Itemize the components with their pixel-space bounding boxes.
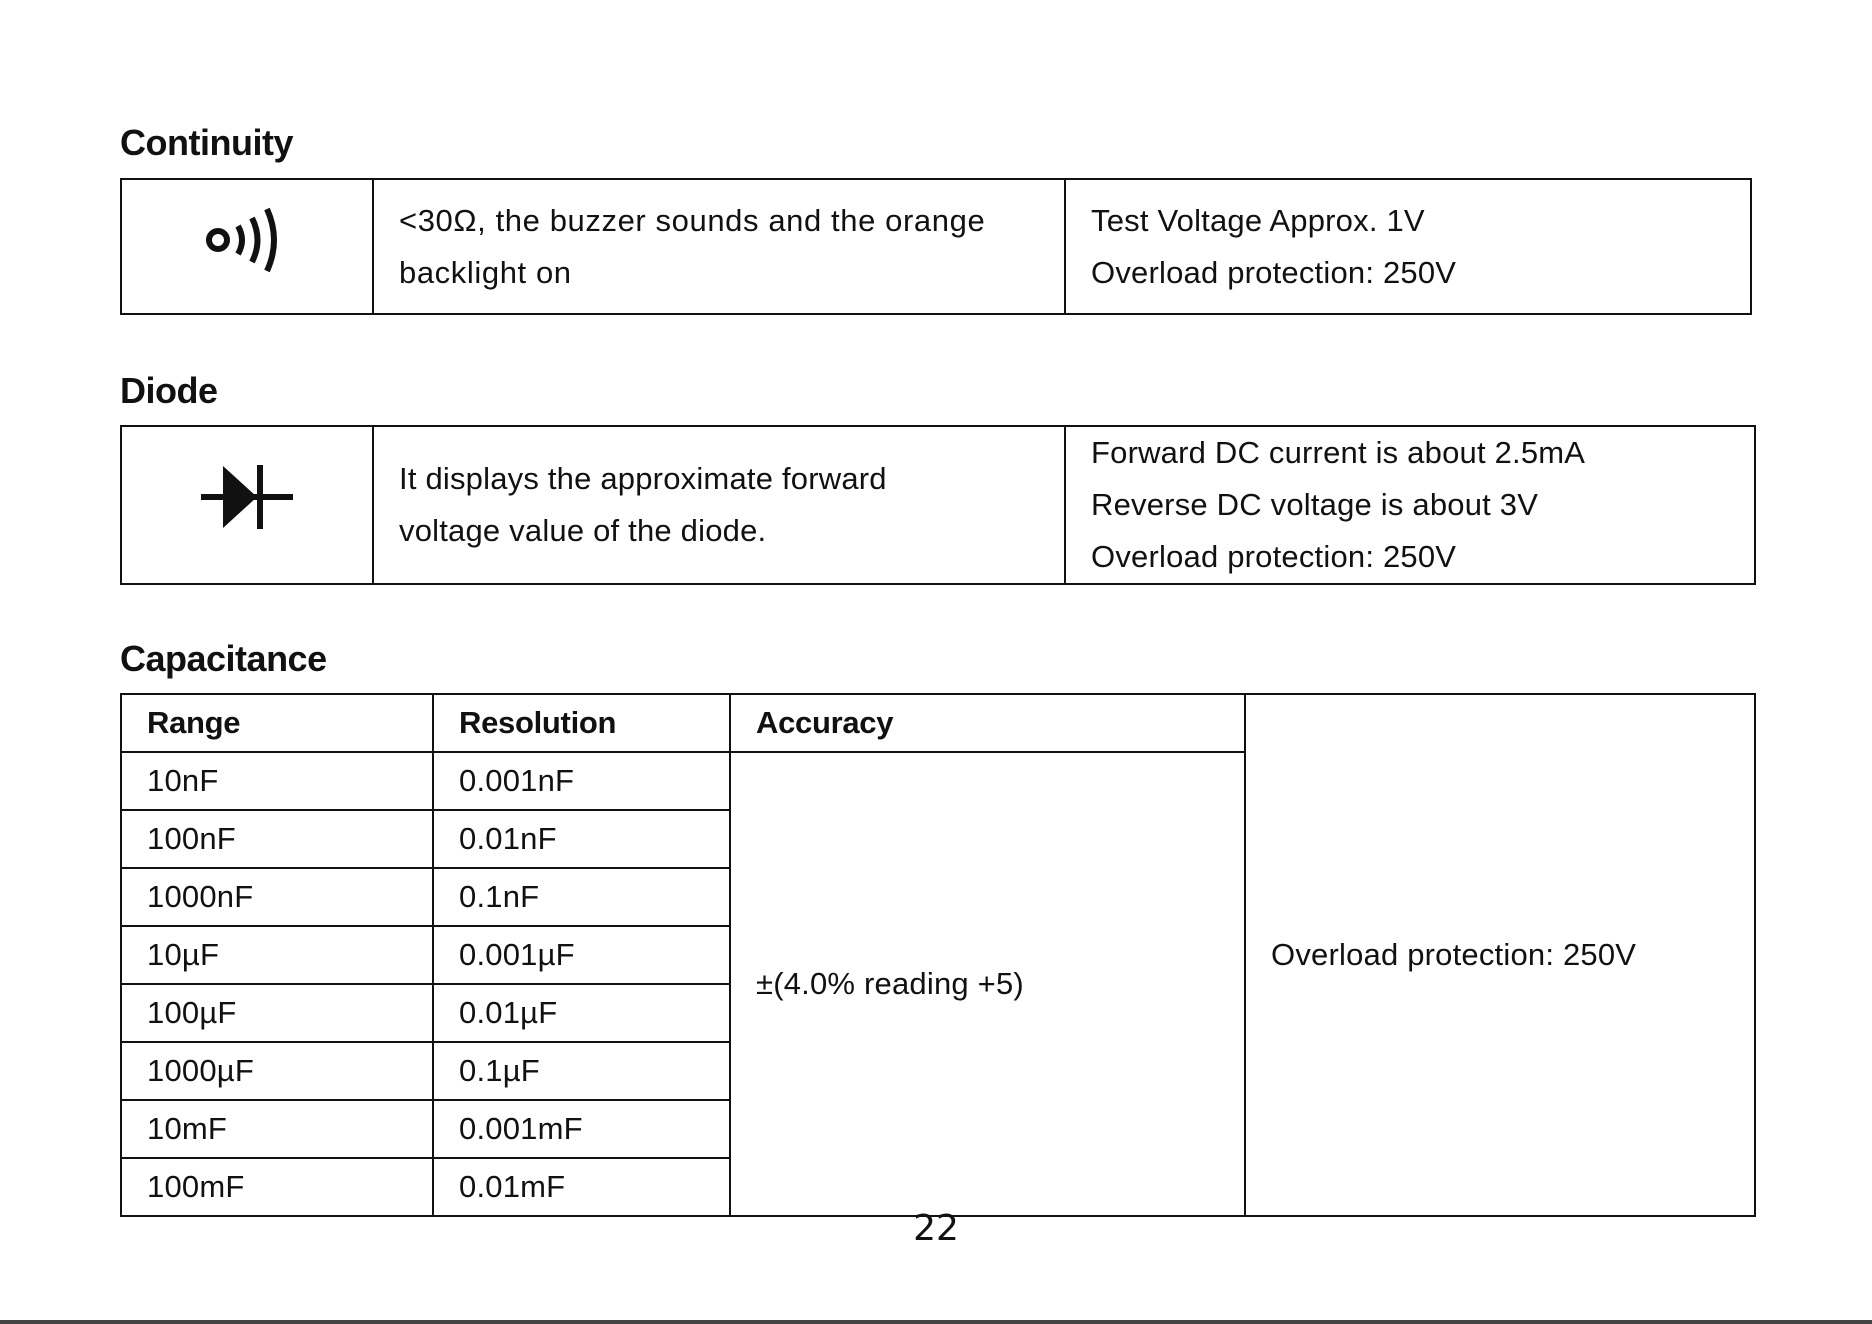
range-cell: 1000nF: [121, 868, 433, 926]
continuity-spec-line: Overload protection: 250V: [1091, 254, 1457, 290]
accuracy-cell: ±(4.0% reading +5): [730, 752, 1245, 1216]
diode-spec-line: Forward DC current is about 2.5mA: [1091, 435, 1586, 470]
diode-specs: [1065, 426, 1755, 584]
continuity-spec-line: Test Voltage Approx. 1V: [1091, 202, 1425, 238]
range-cell: 100nF: [121, 810, 433, 868]
page-number: 22: [913, 1208, 959, 1249]
continuity-description-line: <30Ω, the buzzer sounds and the orange: [399, 202, 986, 238]
capacitance-table: [120, 693, 1756, 1217]
range-cell: 1000µF: [121, 1042, 433, 1100]
page-bottom-divider: [0, 1320, 1872, 1324]
resolution-cell: 0.01nF: [433, 810, 730, 868]
diode-description-line: It displays the approximate forward: [399, 461, 887, 496]
continuity-buzzer-icon: [202, 199, 292, 279]
range-cell: 10mF: [121, 1100, 433, 1158]
range-cell: 10nF: [121, 752, 433, 810]
diode-description-line: voltage value of the diode.: [399, 513, 767, 548]
range-cell: 10µF: [121, 926, 433, 984]
continuity-table: [120, 178, 1752, 315]
diode-heading: Diode: [120, 370, 218, 411]
resolution-cell: 0.01µF: [433, 984, 730, 1042]
resolution-cell: 0.01mF: [433, 1158, 730, 1216]
resolution-cell: 0.001mF: [433, 1100, 730, 1158]
continuity-heading: Continuity: [120, 122, 293, 163]
continuity-specs: [1065, 179, 1751, 314]
diode-symbol-icon: [199, 462, 295, 532]
range-cell: 100mF: [121, 1158, 433, 1216]
resolution-cell: 0.1µF: [433, 1042, 730, 1100]
resolution-cell: 0.001nF: [433, 752, 730, 810]
column-header-range: Range: [121, 694, 433, 752]
table-header-row: [121, 694, 1755, 752]
column-header-resolution: Resolution: [433, 694, 730, 752]
diode-icon-cell: [121, 426, 373, 584]
diode-spec-line: Overload protection: 250V: [1091, 539, 1457, 574]
resolution-cell: 0.001µF: [433, 926, 730, 984]
diode-spec-line: Reverse DC voltage is about 3V: [1091, 487, 1539, 522]
range-cell: 100µF: [121, 984, 433, 1042]
continuity-icon-cell: [121, 179, 373, 314]
continuity-description: [373, 179, 1065, 314]
resolution-cell: 0.1nF: [433, 868, 730, 926]
column-header-accuracy: Accuracy: [730, 694, 1245, 752]
continuity-description-line: backlight on: [399, 254, 572, 290]
overload-protection-cell: Overload protection: 250V: [1245, 694, 1755, 1216]
capacitance-heading: Capacitance: [120, 638, 327, 679]
diode-table: [120, 425, 1756, 585]
diode-description: [373, 426, 1065, 584]
